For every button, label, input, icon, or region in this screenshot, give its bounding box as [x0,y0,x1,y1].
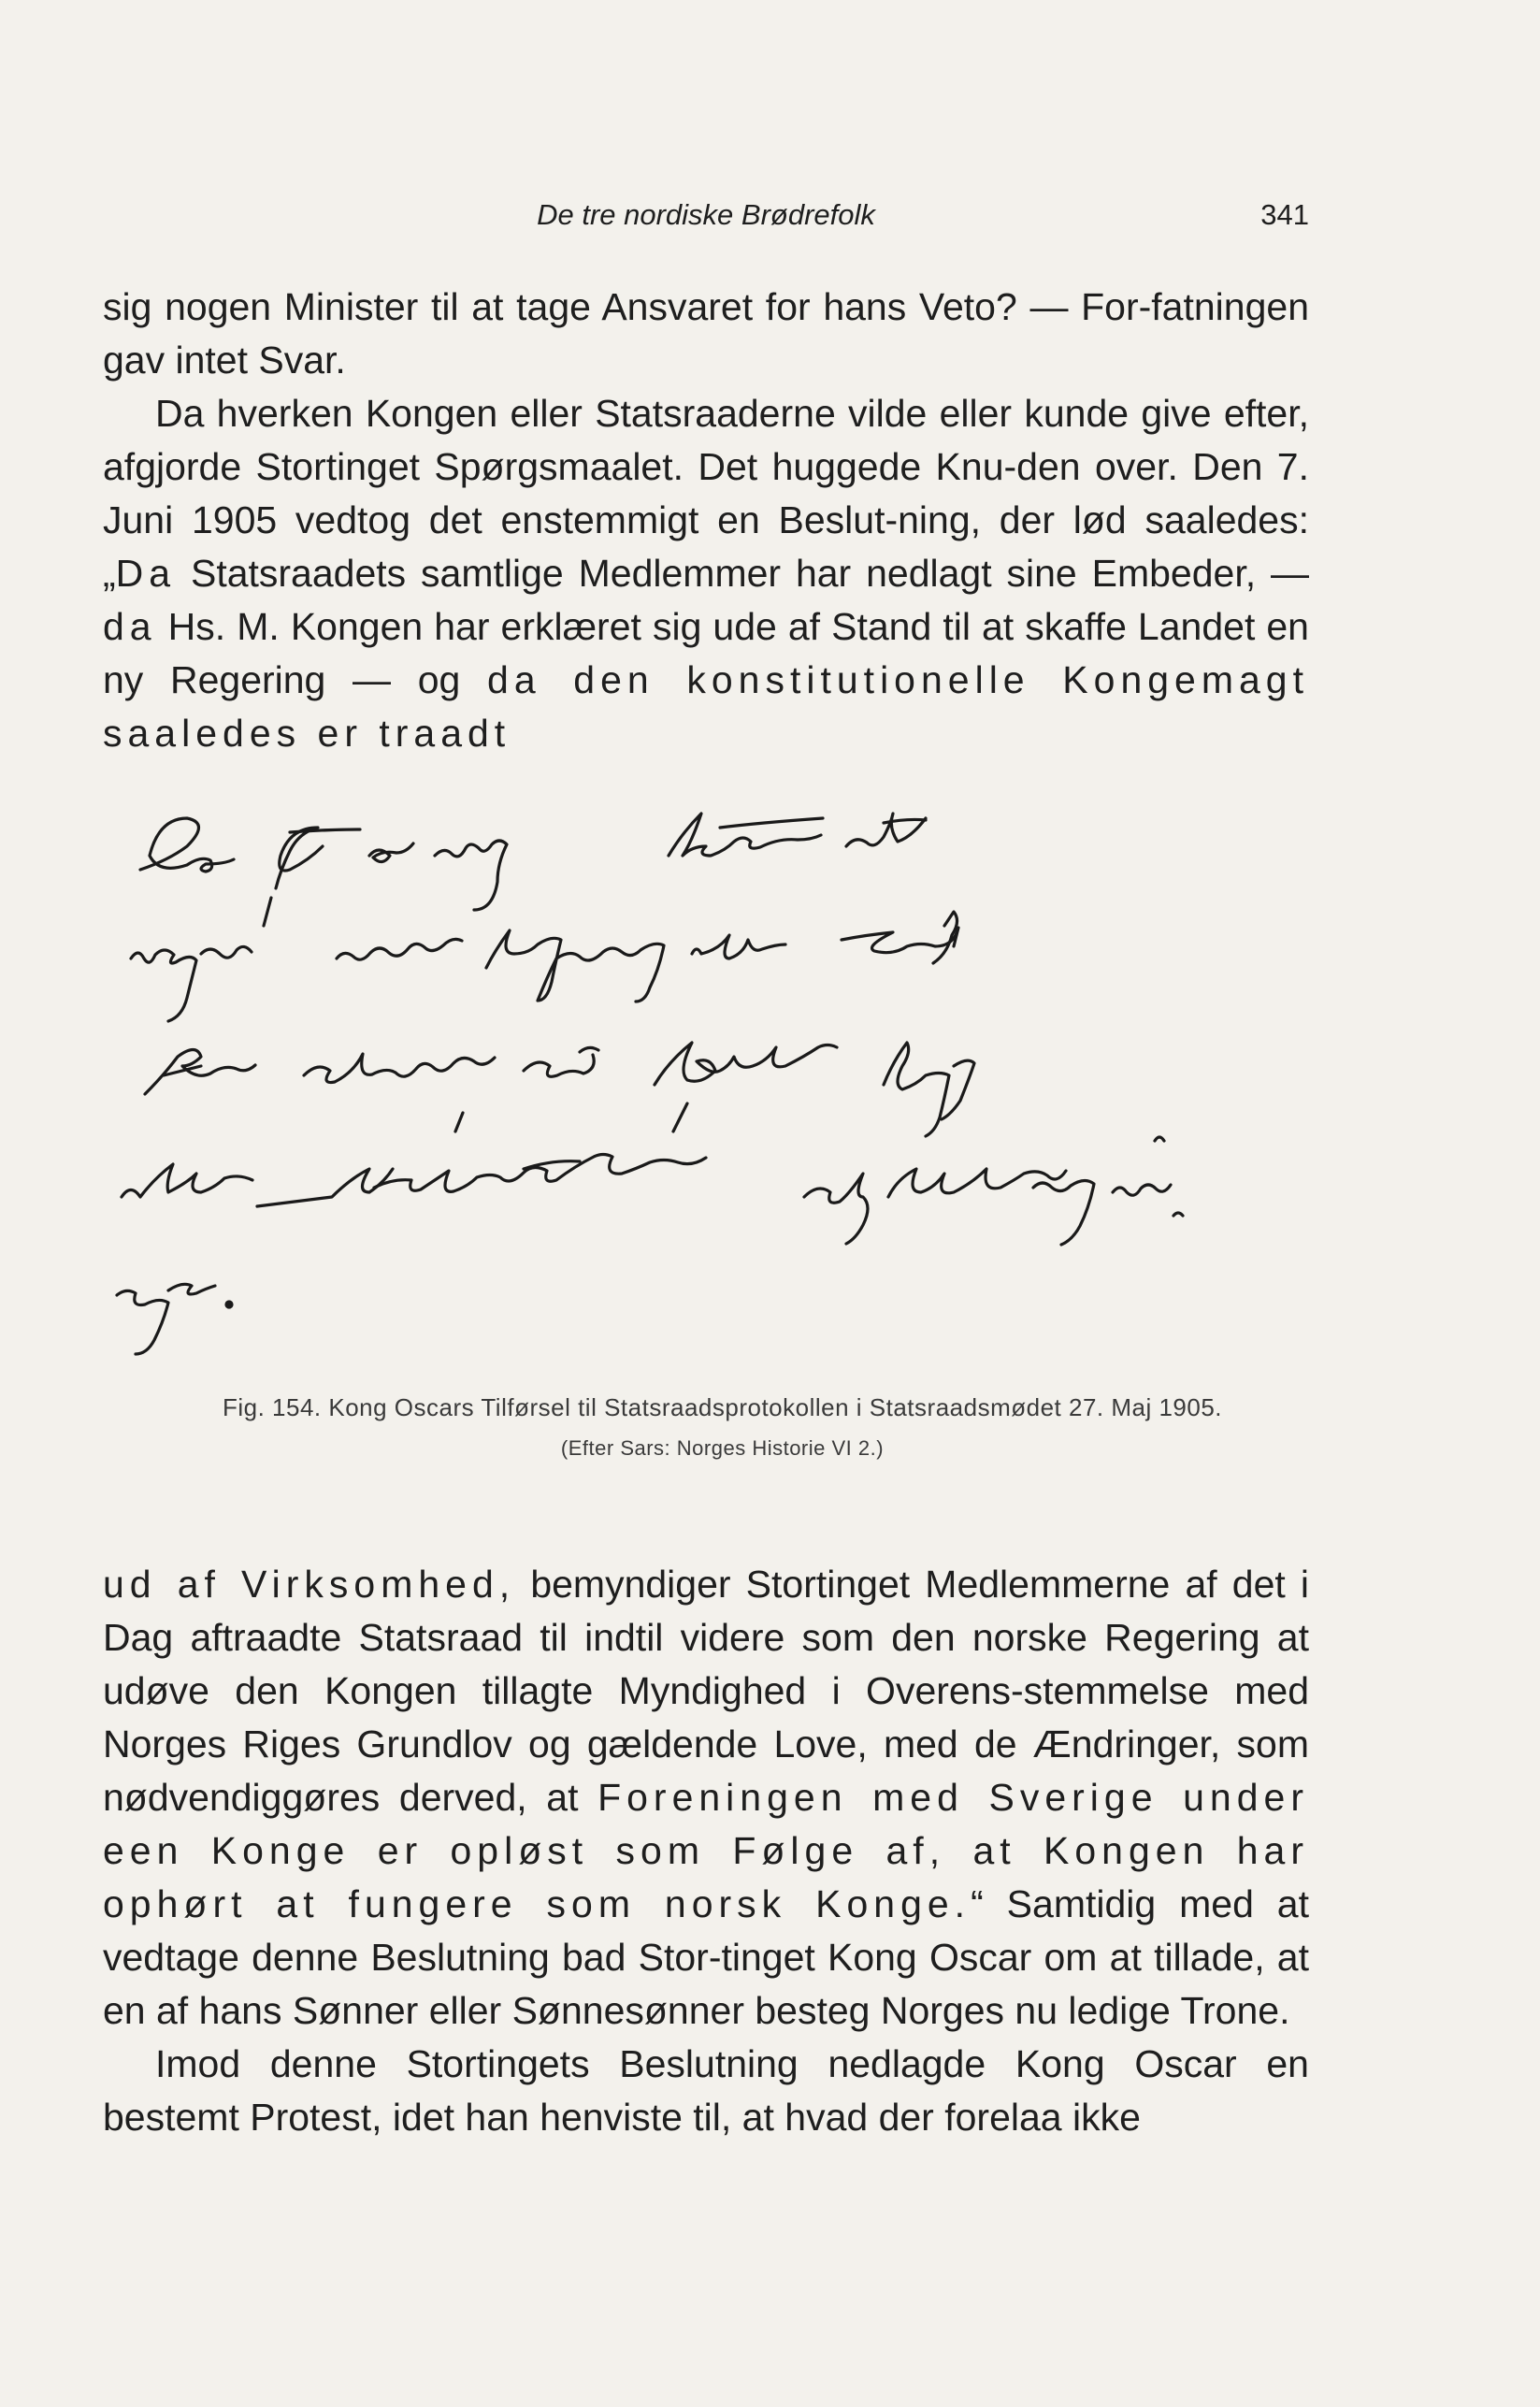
lower-text-block [103,1558,1309,2144]
paragraph-2-spaced-3: da den konstitutionelle Kongemagt saaledes er traadt [103,658,1309,755]
figure-caption-block [140,1390,1304,1461]
paragraph-2-spaced-2: da [103,605,157,648]
page-number: 341 [1260,198,1309,231]
running-head [103,198,1309,236]
handwriting-line-1 [140,814,926,926]
paragraph-4 [103,2038,1309,2144]
paragraph-2-text-a: Da hverken Kongen eller Statsraaderne vilde eller kunde give efter, afgjorde Stortinget Spørgsmaalet. Det huggede Knu-den over. Den 7. Juni 1905 vedtog det enstemmigt en Beslut-ning, der lød saaledes: „ [103,392,1309,595]
paragraph-4-text: Imod denne Stortingets Beslutning nedlagde Kong Oscar en bestemt Protest, idet han henviste til, at hvad der forelaa ikke [103,2042,1309,2139]
running-title: De tre nordiske Brødrefolk [537,198,875,231]
paragraph-2 [103,387,1309,760]
upper-text-block [103,281,1309,760]
paragraph-1 [103,281,1309,387]
paragraph-2-text-b: Statsraadets samtlige Medlemmer har nedlagt sine Embeder, — [176,552,1309,595]
figure-source: (Efter Sars: Norges Historie VI 2.) [560,1436,885,1460]
paragraph-3-text-a: bemyndiger Stortinget Medlemmerne af det i Dag aftraadte Statsraad til indtil videre som den norske Regering at udøve den Kongen tillagte Myndighed i Overens-stemmelse med Norges Riges Grundlov og gældende Love, med de Ændringer, som nødvendiggøres derved, at [103,1563,1310,1819]
paragraph-3 [103,1558,1309,2038]
handwriting-line-3 [145,1043,974,1136]
figure-caption: Fig. 154. Kong Oscars Tilførsel til Statsraadsprotokollen i Statsraadsmødet 27. Maj 1905. [222,1393,1223,1421]
paragraph-2-text-c: Hs. M. Kongen har erklæret sig ude af Stand til at skaffe Landet en ny Regering — og [103,605,1309,701]
handwriting-line-2 [131,912,958,1021]
paragraph-1-text: sig nogen Minister til at tage Ansvaret for hans Veto? — For-fatningen gav intet Svar. [103,285,1309,382]
handwriting-line-5 [117,1284,232,1354]
handwritten-protocol-entry [94,804,1403,1365]
paragraph-3-text-b: “ Samtidig med at vedtage denne Beslutning bad Stor-tinget Kong Oscar om at tillade, at en af hans Sønner eller Sønnesønner besteg Norges nu ledige Trone. [103,1882,1309,2032]
paragraph-2-spaced-1: Da [115,552,177,595]
handwriting-line-4 [122,1137,1183,1245]
paragraph-3-spaced-1: ud af Virksomhed, [103,1563,516,1606]
paragraph-3-spaced-2: Foreningen med Sverige under een Konge er opløst som Følge af, at Kongen har ophørt at fungere som norsk Konge. [103,1776,1309,1925]
